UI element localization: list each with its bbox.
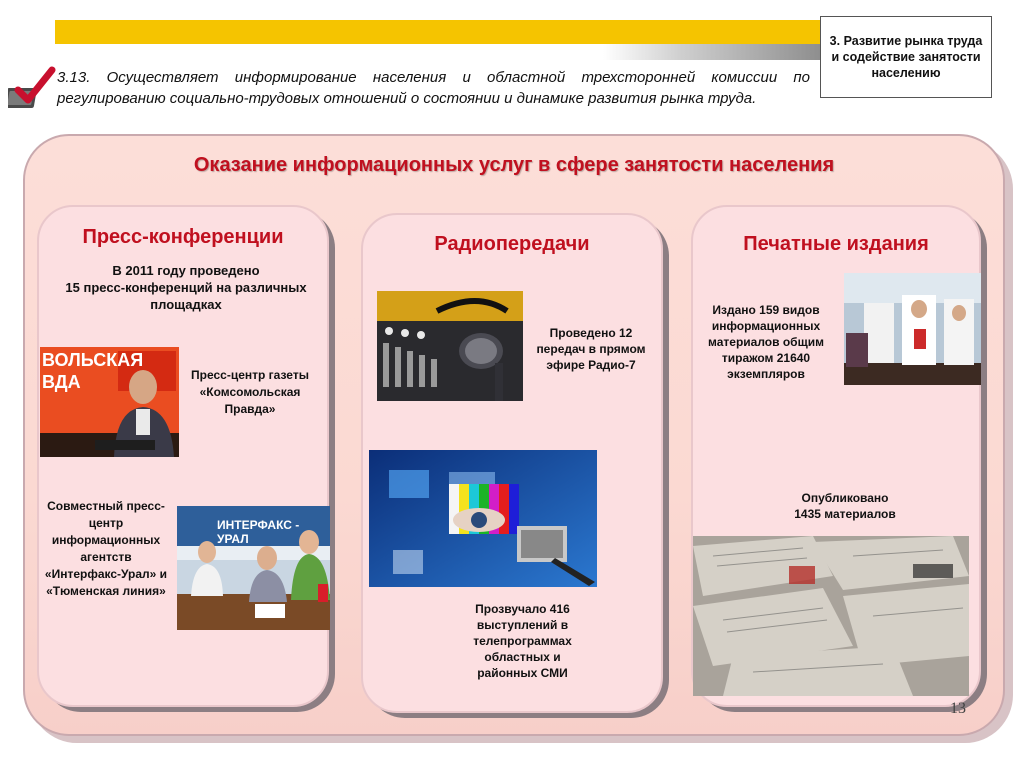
- header-gradient-bar: [603, 44, 825, 60]
- print-photo-stands: [844, 273, 981, 385]
- press-item-interfax: Совместный пресс-центр информационных агентств «Интерфакс-Урал» и «Тюменская линия»: [44, 499, 168, 598]
- column-print-title: Печатные издания: [743, 233, 929, 255]
- radio-photo-studio: [377, 291, 523, 401]
- print-item-materials: Издано 159 видов информационных материалов общим тиражом 21640 экземпляров: [708, 303, 824, 381]
- page-number: 13: [950, 700, 966, 717]
- radio-photo-tv: [369, 450, 597, 587]
- header-accent-bar: [55, 20, 825, 44]
- press-item-kp: Пресс-центр газеты «Комсомольская Правда»: [191, 368, 309, 416]
- print-photo-newspapers: [693, 536, 969, 696]
- section-label: [820, 16, 992, 98]
- intro-text: 3.13. Осуществляет информирование населения и областной трехсторонней комиссии по регулированию социально-трудовых отношений о состоянии и динамике развития рынка труда.: [57, 69, 810, 107]
- press-photo-interfax: [177, 506, 330, 630]
- radio-item-tv: Прозвучало 416 выступлений в телепрограммах областных и районных СМИ: [473, 602, 572, 680]
- column-press-title: Пресс-конференции: [82, 226, 284, 248]
- press-photo-kp: [40, 347, 179, 457]
- press-photo-interfax-sign: ИНТЕРФАКС - УРАЛ: [217, 518, 300, 546]
- section-label-text: 3. Развитие рынка труда и содействие занятости населению: [829, 34, 983, 80]
- checkmark-icon: [8, 66, 56, 112]
- column-radio-title: Радиопередачи: [434, 233, 590, 255]
- print-item-published: Опубликовано 1435 материалов: [794, 491, 896, 521]
- press-summary: В 2011 году проведено 15 пресс-конференций на различных площадках: [65, 263, 307, 312]
- panel-title: Оказание информационных услуг в сфере занятости населения: [193, 154, 835, 176]
- radio-item-broadcasts: Проведено 12 передач в прямом эфире Радио-7: [536, 326, 646, 372]
- press-photo-kp-sign: ВОЛЬСКАЯ ВДА: [42, 350, 144, 392]
